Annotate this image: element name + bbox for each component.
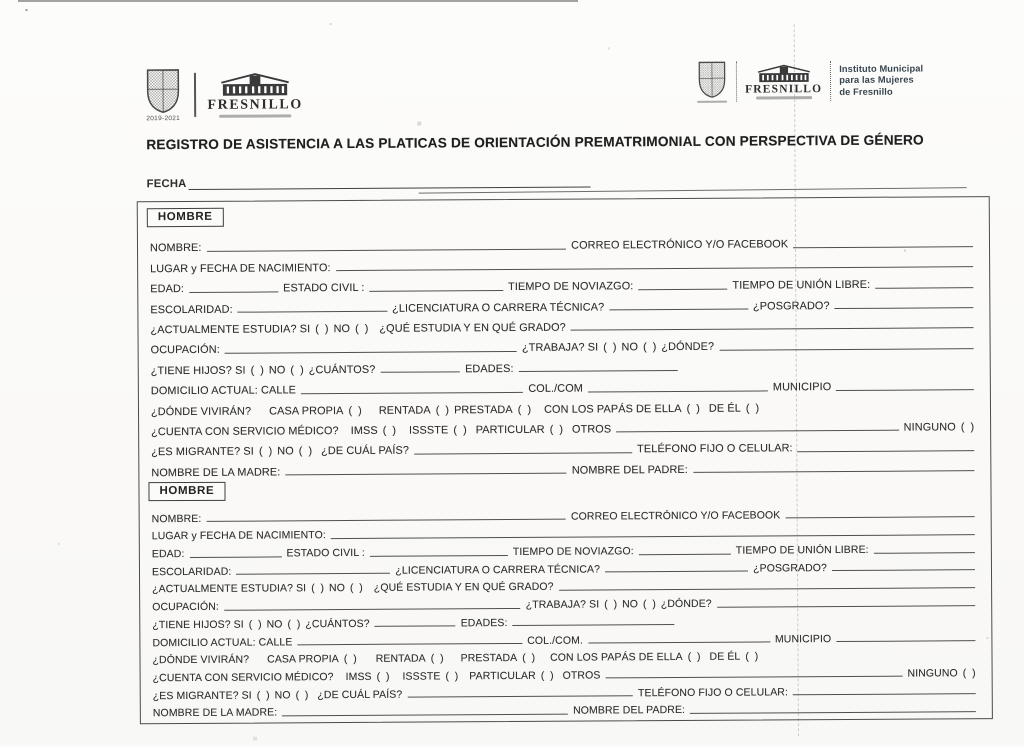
field-label: EDADES: [465, 363, 516, 376]
blank-field[interactable] [793, 693, 976, 695]
checkbox-parens[interactable]: ( ) [293, 689, 314, 702]
checkbox-parens[interactable]: ( ) [380, 425, 401, 438]
blank-field[interactable] [285, 473, 566, 476]
field-label: ¿ES MIGRANTE? SI [153, 689, 254, 703]
blank-field[interactable] [616, 430, 898, 433]
checkbox-parens[interactable]: ( ) [640, 341, 661, 354]
field-label: COL./COM [528, 383, 585, 396]
field-label: TIEMPO DE UNIÓN LIBRE: [736, 544, 871, 558]
blank-field[interactable] [798, 450, 975, 452]
checkbox-parens[interactable]: ( ) [519, 652, 540, 665]
institute-line: de Fresnillo [839, 86, 923, 98]
field-label: NINGUNO [907, 667, 959, 680]
checkbox-parens[interactable]: ( ) [428, 653, 449, 666]
divider [736, 62, 737, 102]
blank-field[interactable] [693, 470, 974, 473]
institute-line: Instituto Municipal [839, 63, 923, 75]
field-label: RENTADA [379, 404, 433, 417]
blank-field[interactable] [236, 573, 390, 575]
fresnillo-brand-block [745, 64, 822, 99]
blank-field[interactable] [874, 552, 975, 554]
municipal-shield-block [143, 68, 183, 122]
blank-field[interactable] [690, 711, 976, 714]
blank-field[interactable] [719, 348, 973, 351]
field-label: ¿DÓNDE? [661, 341, 716, 354]
field-label: ¿DE CUÁL PAÍS? [317, 688, 404, 702]
field-label: ¿CUENTA CON SERVICIO MÉDICO? [153, 671, 336, 685]
institute-line: para las Mujeres [839, 75, 923, 87]
field-label: COL./COM. [527, 634, 585, 647]
field-label: NO [329, 582, 347, 595]
shield-caption-smudge [697, 100, 727, 103]
fresnillo-wordmark: FRESNILLO [207, 97, 302, 114]
fresnillo-brand-block [207, 72, 303, 118]
blank-field[interactable] [370, 555, 508, 557]
field-label: ¿ACTUALMENTE ESTUDIA? SI [150, 323, 312, 337]
field-label: NOMBRE: [150, 242, 204, 255]
checkbox-parens[interactable]: ( ) [287, 364, 308, 377]
shield-caption: 2019-2021 [146, 115, 180, 122]
blank-field[interactable] [301, 392, 523, 394]
field-label: ¿ES MIGRANTE? SI [151, 446, 256, 460]
blank-field[interactable] [224, 608, 521, 611]
blank-field[interactable] [832, 569, 975, 571]
header-left-logos [143, 67, 303, 122]
checkbox-parens[interactable]: ( ) [352, 323, 373, 336]
checkbox-parens[interactable]: ( ) [538, 670, 559, 683]
blank-field[interactable] [375, 626, 456, 627]
field-label: NO [334, 323, 353, 336]
blank-field[interactable] [836, 389, 974, 391]
checkbox-parens[interactable]: ( ) [743, 402, 764, 415]
field-label: ¿DÓNDE VIVIRÁN? [151, 405, 253, 419]
field-label: TIEMPO DE UNIÓN LIBRE: [732, 279, 872, 293]
field-label: ¿POSGRADO? [753, 300, 832, 313]
field-label: NOMBRE DEL PADRE: [573, 704, 687, 718]
form-box [137, 196, 993, 724]
checkbox-parens[interactable]: ( ) [601, 598, 622, 611]
blank-field[interactable] [238, 311, 387, 313]
field-label: RENTADA [376, 653, 428, 666]
field-label: EDAD: [152, 548, 187, 561]
blank-field[interactable] [875, 287, 973, 289]
field-label: NO [277, 446, 296, 459]
field-label: PRESTADA [461, 652, 520, 665]
blank-field[interactable] [588, 390, 768, 392]
blank-field[interactable] [559, 587, 975, 591]
checkbox-parens[interactable]: ( ) [248, 364, 269, 377]
field-label: TELÉFONO FIJO O CELULAR: [637, 443, 795, 457]
field-label: CASA PROPIA [269, 405, 345, 418]
blank-field[interactable] [571, 328, 974, 331]
field-label: ¿ACTUALMENTE ESTUDIA? SI [152, 583, 308, 597]
checkbox-parens[interactable]: ( ) [285, 618, 306, 631]
field-label: TELÉFONO FIJO O CELULAR: [638, 686, 790, 700]
blank-field[interactable] [638, 288, 727, 290]
fecha-row [147, 176, 591, 191]
blank-field[interactable] [297, 643, 522, 645]
blank-field[interactable] [793, 246, 973, 248]
blank-field[interactable] [369, 290, 503, 292]
checkbox-parens[interactable]: ( ) [308, 583, 329, 596]
blank-field[interactable] [189, 556, 281, 558]
header-right-logos [696, 59, 924, 102]
brand-tagline-smudge [756, 96, 812, 99]
field-label: MUNICIPIO [775, 633, 833, 646]
blank-field[interactable] [785, 516, 974, 518]
fresnillo-building-icon [207, 72, 303, 99]
field-label: IMSS [351, 425, 380, 438]
field-label: OTROS [572, 423, 613, 436]
field-label: NOMBRE DE LA MADRE: [151, 466, 282, 480]
checkbox-parens[interactable]: ( ) [296, 445, 317, 458]
field-label: CASA PROPIA [267, 653, 341, 666]
field-label: TIEMPO DE NOVIAZGO: [508, 280, 635, 294]
field-label: ¿TRABAJA? SI [526, 599, 602, 612]
field-label: ¿QUÉ ESTUDIA Y EN QUÉ GRADO? [374, 581, 556, 595]
field-label: PRESTADA [454, 403, 515, 416]
section-badge-hombre-2: HOMBRE [148, 482, 225, 501]
blank-field[interactable] [282, 713, 568, 716]
blank-field[interactable] [605, 571, 748, 573]
field-label: NOMBRE DEL PADRE: [572, 464, 690, 478]
field-label: ¿DÓNDE? [661, 598, 714, 611]
field-label: ¿DE CUÁL PAÍS? [321, 445, 411, 459]
field-label: OCUPACIÓN: [152, 601, 221, 614]
field-label: MUNICIPIO [773, 381, 833, 394]
field-label: LUGAR y FECHA DE NACIMIENTO: [152, 530, 328, 544]
field-label: NO [267, 618, 285, 631]
checkbox-parens[interactable]: ( ) [515, 403, 536, 416]
field-label: NO [275, 689, 293, 702]
field-label: PARTICULAR [476, 424, 547, 437]
blank-field[interactable] [407, 695, 633, 697]
checkbox-parens[interactable]: ( ) [345, 404, 366, 417]
field-label: CON LOS PAPÁS DE ELLA [550, 651, 685, 665]
blank-field[interactable] [519, 370, 678, 372]
field-label: IMSS [346, 671, 374, 684]
form-title: REGISTRO DE ASISTENCIA A LAS PLATICAS DE ORIENTACIÓN PREMATRIMONIAL CON PERSPECTIVA DE GÉNERO [146, 132, 924, 152]
section-2-rows [152, 503, 981, 720]
checkbox-parens[interactable]: ( ) [685, 651, 706, 664]
divider [830, 61, 831, 101]
field-label: ¿LICENCIATURA O CARRERA TÉCNICA? [392, 301, 606, 315]
fecha-label: FECHA [147, 178, 187, 190]
blank-field[interactable] [206, 519, 566, 522]
blank-field[interactable] [835, 307, 974, 309]
field-label: CON LOS PAPÁS DE ELLA [544, 402, 684, 416]
checkbox-parens[interactable]: ( ) [433, 404, 454, 417]
fresnillo-building-icon [746, 64, 822, 84]
field-label: NO [622, 598, 640, 611]
field-label: ESTADO CIVIL : [283, 282, 366, 296]
field-label: ESCOLARIDAD: [150, 303, 234, 317]
field-label: DOMICILIO ACTUAL: CALLE [151, 384, 298, 398]
brand-tagline-smudge [219, 114, 291, 117]
field-label: OTROS [563, 669, 603, 682]
blank-field[interactable] [380, 372, 460, 373]
checkbox-parens[interactable]: ( ) [254, 689, 275, 702]
field-label: ¿CUÁNTOS? [309, 364, 378, 377]
field-label: CORREO ELECTRÓNICO Y/O FACEBOOK [571, 509, 783, 523]
divider [194, 73, 196, 117]
field-label: ISSSTE [402, 670, 442, 683]
fresnillo-wordmark: FRESNILLO [745, 83, 822, 95]
blank-field[interactable] [189, 291, 278, 293]
field-label: CORREO ELECTRÓNICO Y/O FACEBOOK [571, 239, 790, 253]
blank-field[interactable] [609, 309, 748, 311]
checkbox-parens[interactable]: ( ) [547, 424, 568, 437]
field-label: ¿TIENE HIJOS? SI [152, 618, 246, 632]
field-label: ¿CUÁNTOS? [305, 618, 371, 631]
section-badge-hombre-1: HOMBRE [147, 208, 224, 227]
scan-line-artifact [419, 187, 967, 193]
checkbox-parens[interactable]: ( ) [958, 421, 979, 434]
municipal-shield-icon [143, 68, 183, 114]
field-label: ESCOLARIDAD: [152, 565, 233, 578]
checkbox-parens[interactable]: ( ) [256, 446, 277, 459]
checkbox-parens[interactable]: ( ) [312, 323, 333, 336]
field-label: ¿CUENTA CON SERVICIO MÉDICO? [151, 425, 341, 439]
blank-field[interactable] [207, 249, 567, 252]
checkbox-parens[interactable]: ( ) [450, 424, 471, 437]
field-label: ¿TIENE HIJOS? SI [151, 364, 248, 378]
blank-field[interactable] [717, 605, 975, 608]
checkbox-parens[interactable]: ( ) [347, 582, 368, 595]
field-label: ¿DÓNDE VIVIRÁN? [152, 654, 251, 668]
field-label: EDADES: [461, 617, 510, 630]
checkbox-parens[interactable]: ( ) [640, 598, 661, 611]
field-label: OCUPACIÓN: [151, 344, 222, 357]
field-label: NOMBRE DE LA MADRE: [153, 707, 280, 721]
field-label: ¿QUÉ ESTUDIA Y EN QUÉ GRADO? [379, 322, 567, 336]
field-label: DE ÉL [709, 651, 742, 664]
field-label: NINGUNO [904, 421, 958, 434]
field-label: ISSSTE [409, 424, 450, 437]
field-label: ¿LICENCIATURA O CARRERA TÉCNICA? [395, 563, 602, 577]
field-label: NOMBRE: [152, 513, 204, 526]
checkbox-parens[interactable]: ( ) [960, 667, 981, 680]
checkbox-parens[interactable]: ( ) [442, 670, 463, 683]
blank-field[interactable] [414, 452, 632, 454]
field-label: EDAD: [150, 283, 186, 296]
checkbox-parens[interactable]: ( ) [742, 651, 763, 664]
institute-name [839, 63, 923, 98]
field-label: PARTICULAR [469, 670, 538, 683]
blank-field[interactable] [605, 676, 902, 679]
checkbox-parens[interactable]: ( ) [684, 402, 705, 415]
checkbox-parens[interactable]: ( ) [341, 653, 362, 666]
municipal-shield-icon [696, 61, 728, 99]
blank-field[interactable] [225, 351, 517, 354]
checkbox-parens[interactable]: ( ) [246, 618, 267, 631]
checkbox-parens[interactable]: ( ) [600, 342, 621, 355]
blank-field[interactable] [836, 640, 975, 642]
field-label: LUGAR y FECHA DE NACIMIENTO: [150, 262, 333, 276]
checkbox-parens[interactable]: ( ) [374, 671, 395, 684]
field-label: NO [622, 342, 641, 355]
municipal-shield-block [696, 61, 728, 103]
blank-field[interactable] [588, 641, 770, 643]
field-label: DE ÉL [709, 402, 743, 415]
field-label: ¿POSGRADO? [753, 562, 829, 575]
field-label: ESTADO CIVIL : [286, 547, 366, 560]
field-label: ¿TRABAJA? SI [522, 342, 600, 355]
fecha-input-line[interactable] [189, 177, 591, 190]
section-1-rows [150, 230, 979, 480]
field-label: DOMICILIO ACTUAL: CALLE [152, 636, 294, 650]
blank-field[interactable] [639, 553, 731, 555]
blank-field[interactable] [512, 624, 674, 626]
field-label: NO [269, 364, 288, 377]
field-label: TIEMPO DE NOVIAZGO: [513, 545, 636, 559]
